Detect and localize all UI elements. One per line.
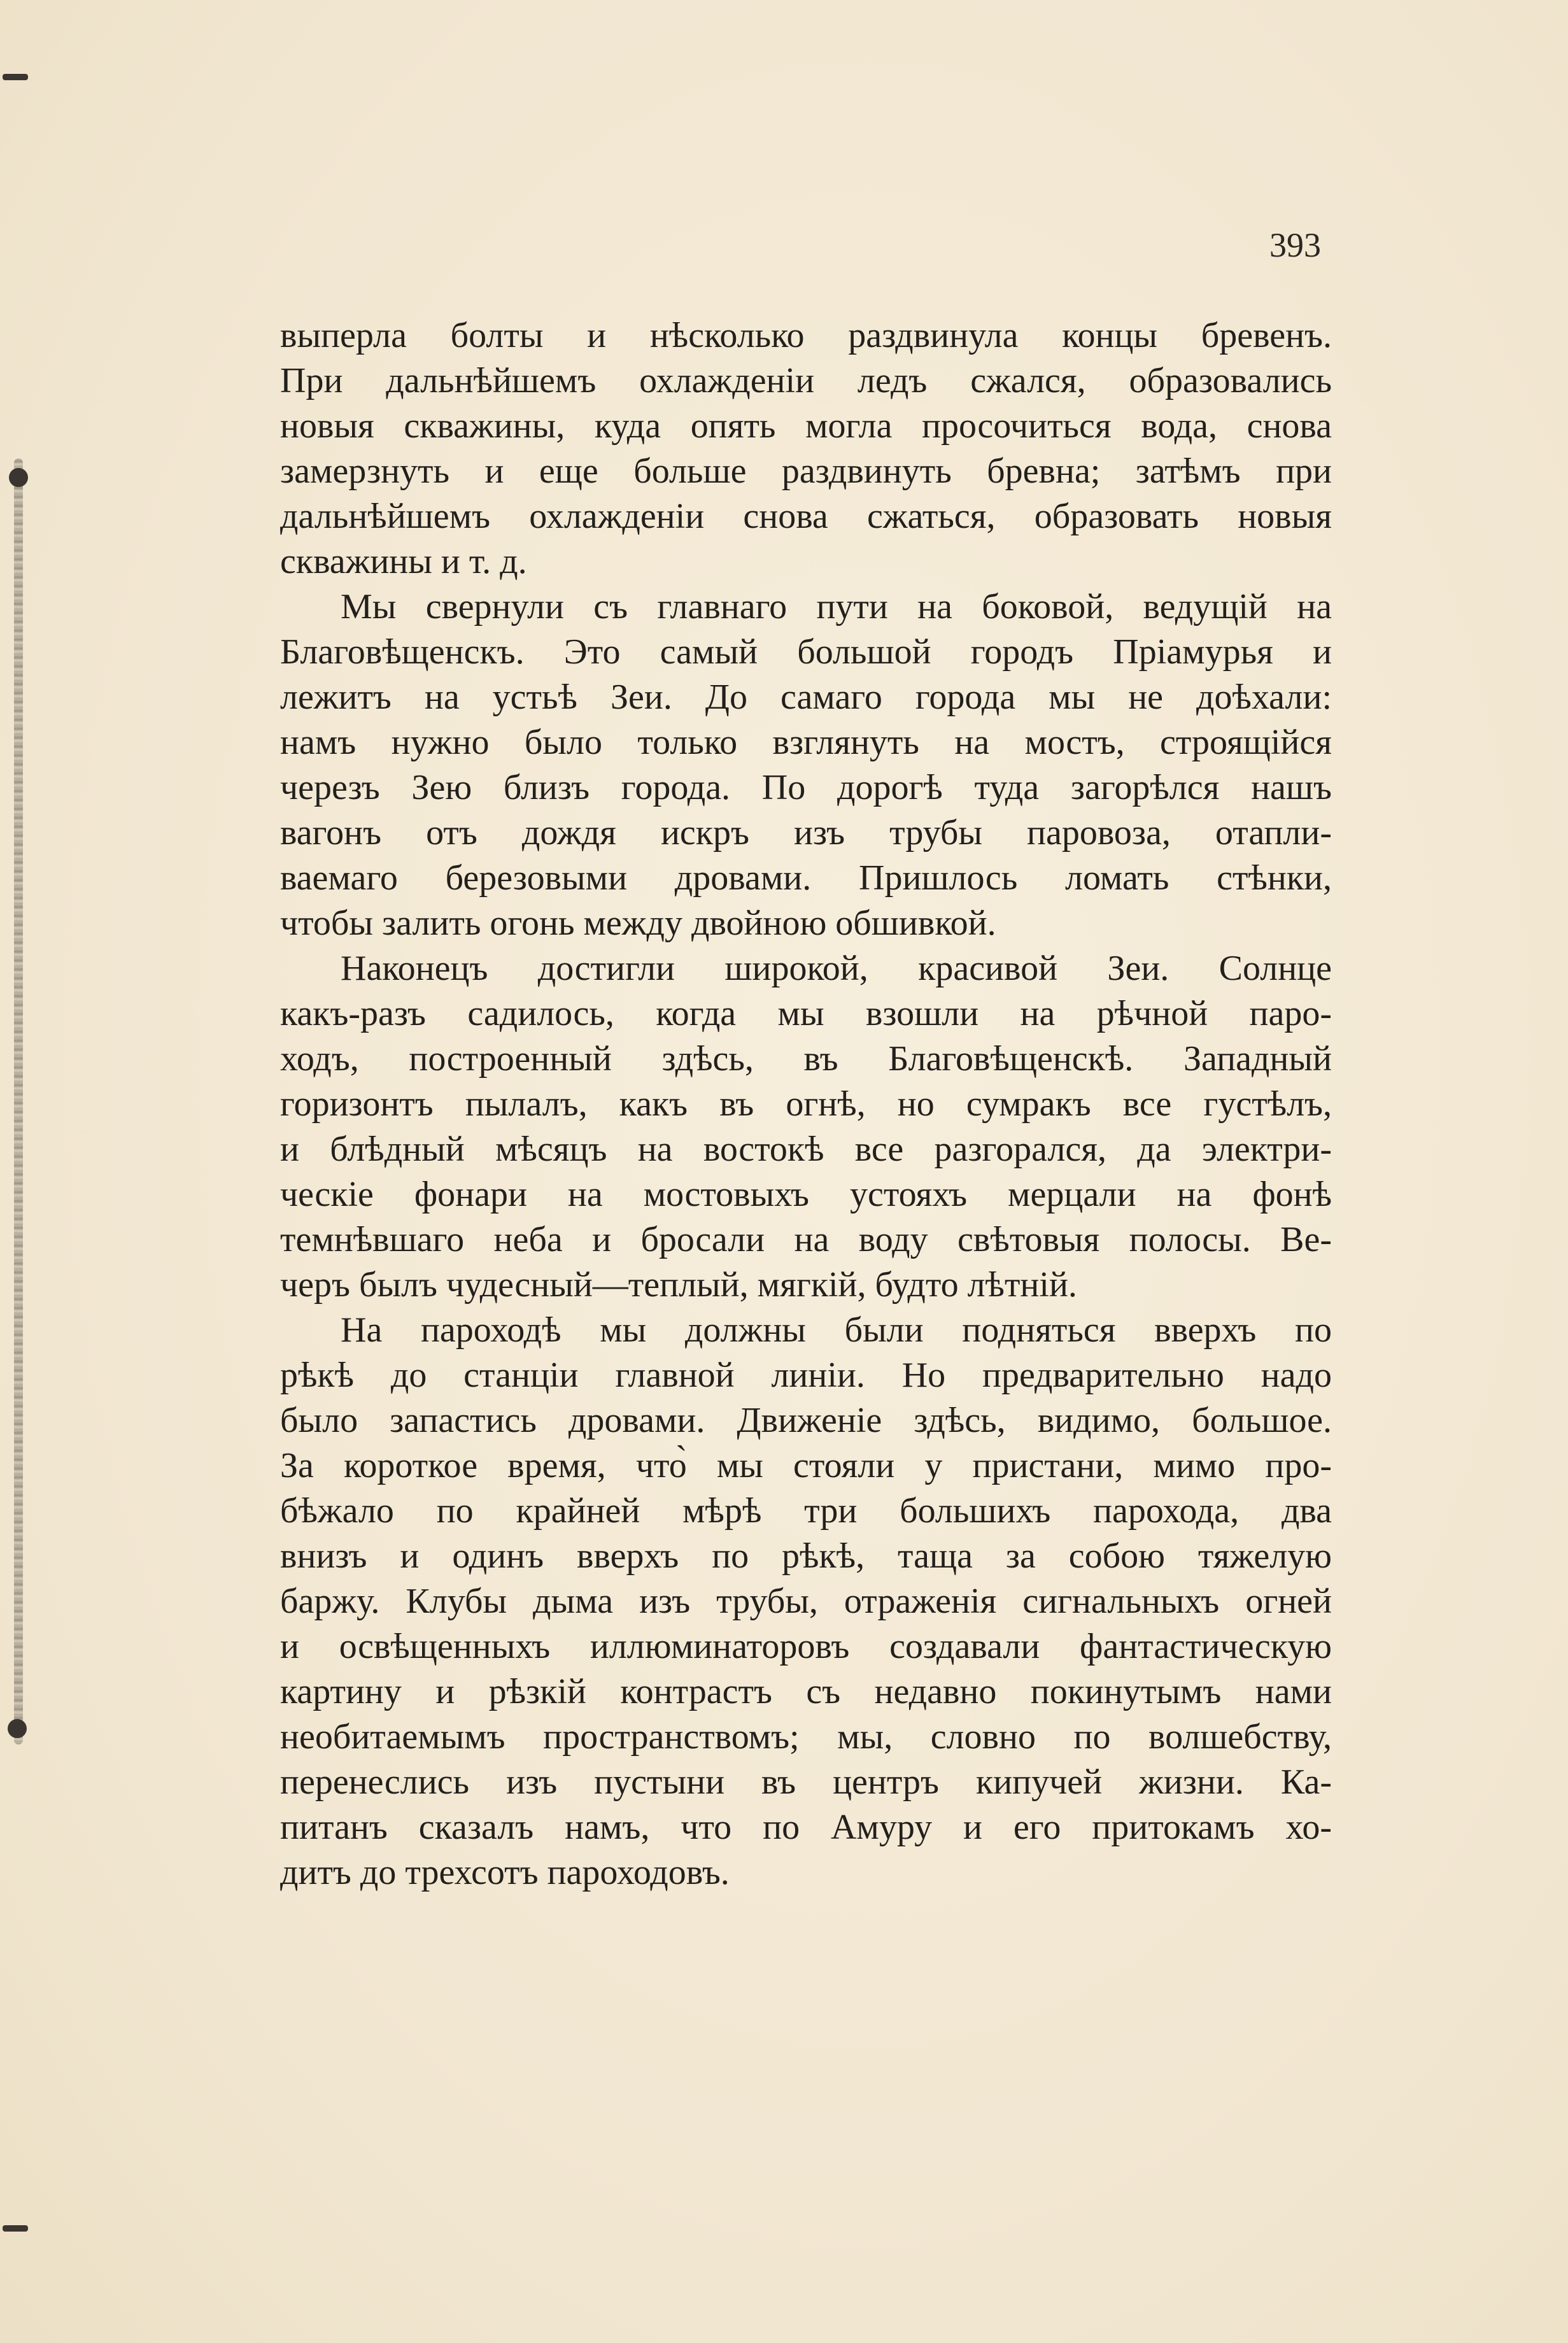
- binding-knot-bottom: [8, 1719, 27, 1738]
- binding-mark-bottom: [3, 2225, 28, 2232]
- text-line: чтобы залить огонь между двойною обшивкой.: [280, 903, 996, 943]
- text-line: Благовѣщенскъ. Это самый большой городъ Пріамурья и: [280, 632, 1332, 672]
- text-line: бѣжало по крайней мѣрѣ три большихъ парохода, два: [280, 1491, 1332, 1531]
- text-line: новыя скважины, куда опять могла просочиться вода, снова: [280, 406, 1332, 446]
- text-line: скважины и т. д.: [280, 542, 527, 581]
- text-line: было запастись дровами. Движеніе здѣсь, видимо, большое.: [280, 1401, 1332, 1440]
- text-line: горизонтъ пылалъ, какъ въ огнѣ, но сумракъ все густѣлъ,: [280, 1084, 1332, 1124]
- body-text: [280, 313, 1332, 1895]
- text-line: внизъ и одинъ вверхъ по рѣкѣ, таща за собою тяжелую: [280, 1536, 1332, 1576]
- text-line: какъ-разъ садилось, когда мы взошли на рѣчной паро-: [280, 994, 1332, 1033]
- text-line: необитаемымъ пространствомъ; мы, словно по волшебству,: [280, 1717, 1332, 1757]
- page-number: 393: [1269, 226, 1321, 264]
- text-line: ческіе фонари на мостовыхъ устояхъ мерцали на фонѣ: [280, 1175, 1332, 1214]
- text-line: питанъ сказалъ намъ, что по Амуру и его притокамъ хо-: [280, 1808, 1332, 1847]
- text-line: картину и рѣзкій контрастъ съ недавно покинутымъ нами: [280, 1672, 1332, 1711]
- text-line: и освѣщенныхъ иллюминаторовъ создавали фантастическую: [280, 1627, 1332, 1666]
- binding-knot-top: [9, 468, 28, 487]
- text-line: дитъ до трехсотъ пароходовъ.: [280, 1853, 730, 1892]
- text-line: выперла болты и нѣсколько раздвинула концы бревенъ.: [280, 316, 1332, 355]
- binding-thread: [14, 458, 23, 1745]
- text-line: При дальнѣйшемъ охлажденіи ледъ сжался, образовались: [280, 361, 1332, 400]
- text-line: дальнѣйшемъ охлажденіи снова сжаться, образовать новыя: [280, 497, 1332, 536]
- binding-mark-top: [3, 74, 28, 80]
- paragraph-first-line: Мы свернули съ главнаго пути на боковой, ведущій на: [341, 587, 1332, 626]
- text-line: За короткое время, что̀ мы стояли у пристани, мимо про-: [280, 1446, 1332, 1485]
- text-line: ходъ, построенный здѣсь, въ Благовѣщенскѣ. Западный: [280, 1039, 1332, 1079]
- text-line: замерзнуть и еще больше раздвинуть бревна; затѣмъ при: [280, 451, 1332, 491]
- text-line: черезъ Зею близъ города. По дорогѣ туда загорѣлся нашъ: [280, 768, 1332, 807]
- text-line: рѣкѣ до станціи главной линіи. Но предварительно надо: [280, 1356, 1332, 1395]
- text-line: перенеслись изъ пустыни въ центръ кипучей жизни. Ка-: [280, 1762, 1332, 1802]
- paragraph-first-line: Наконецъ достигли широкой, красивой Зеи. Солнце: [341, 949, 1332, 988]
- text-line: ваемаго березовыми дровами. Пришлось ломать стѣнки,: [280, 858, 1332, 898]
- text-line: черъ былъ чудесный—теплый, мягкій, будто лѣтній.: [280, 1265, 1077, 1305]
- text-line: темнѣвшаго неба и бросали на воду свѣтовыя полосы. Ве-: [280, 1220, 1332, 1259]
- text-line: лежитъ на устьѣ Зеи. До самаго города мы не доѣхали:: [280, 677, 1332, 717]
- text-line: вагонъ отъ дождя искръ изъ трубы паровоза, отапли-: [280, 813, 1332, 853]
- paragraph-first-line: На пароходѣ мы должны были подняться вверхъ по: [341, 1310, 1332, 1350]
- text-line: намъ нужно было только взглянуть на мостъ, строящійся: [280, 723, 1332, 762]
- text-line: и блѣдный мѣсяцъ на востокѣ все разгорался, да электри-: [280, 1129, 1332, 1169]
- text-line: баржу. Клубы дыма изъ трубы, отраженія сигнальныхъ огней: [280, 1582, 1332, 1621]
